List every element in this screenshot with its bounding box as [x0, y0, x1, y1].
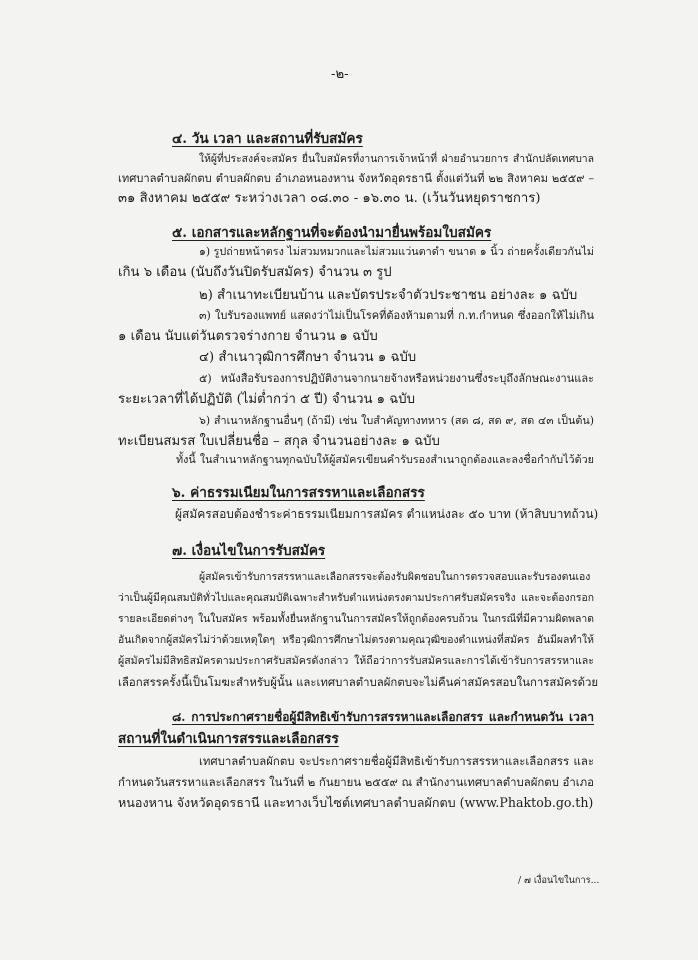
section-5-line-1: ๑) รูปถ่ายหน้าตรง ไม่สวมหมวกและไม่สวมแว่นตาดำ ขนาด ๑ นิ้ว ถ่ายครั้งเดียวกันไม่ — [199, 245, 594, 258]
section-5-line-3: ๒) สำเนาทะเบียนบ้าน และบัตรประจำตัวประชาชน อย่างละ ๑ ฉบับ — [199, 288, 578, 303]
section-7-line-5: ผู้สมัครไม่มีสิทธิสมัครตามประกาศรับสมัครดังกล่าว ให้ถือว่าการรับสมัครและการได้เข้ารับการสรรหาและ — [118, 655, 594, 667]
section-8-title-line-1: ๘. การประกาศรายชื่อผู้มีสิทธิเข้ารับการสรรหาและเลือกสรร และกำหนดวัน เวลา — [172, 710, 594, 724]
page-number: -๒- — [331, 67, 349, 82]
section-8-title-line-2: สถานที่ในดำเนินการสรรและเลือกสรร — [118, 731, 339, 747]
section-8-line-3: หนองหาน จังหวัดอุดรธานี และทางเว็บไซต์เทศบาลตำบลผักตบ (www.Phaktob.go.th) — [118, 795, 594, 810]
section-7-line-2: ว่าเป็นผู้มีคุณสมบัติทั่วไปและคุณสมบัติเฉพาะสำหรับตำแหน่งตรงตามประกาศรับสมัครจริง และจะต้องกรอก — [118, 592, 594, 604]
section-5-line-4: ๓) ใบรับรองแพทย์ แสดงว่าไม่เป็นโรคที่ต้องห้ามตามที่ ก.ท.กำหนด ซึ่งออกให้ไม่เกิน — [199, 309, 594, 322]
section-4-line-2: เทศบาลตำบลผักตบ ตำบลผักตบ อำเภอหนองหาน จังหวัดอุดรธานี ตั้งแต่วันที่ ๒๒ สิงหาคม ๒๕๕๙ – — [118, 172, 594, 185]
section-4-title: ๔. วัน เวลา และสถานที่รับสมัคร — [172, 131, 363, 147]
section-5-line-10: ทะเบียนสมรส ใบเปลี่ยนชื่อ – สกุล จำนวนอย่างละ ๑ ฉบับ — [118, 434, 440, 449]
section-8-line-1: เทศบาลตำบลผักตบ จะประกาศรายชื่อผู้มีสิทธิเข้ารับการสรรหาและเลือกสรร และ — [199, 754, 594, 768]
section-5-line-8: ระยะเวลาที่ได้ปฏิบัติ (ไม่ต่ำกว่า ๕ ปี) จำนวน ๑ ฉบับ — [118, 392, 415, 407]
section-6-title: ๖. ค่าธรรมเนียมในการสรรหาและเลือกสรร — [172, 485, 425, 501]
section-4-line-3: ๓๑ สิงหาคม ๒๕๕๙ ระหว่างเวลา ๐๘.๓๐ - ๑๖.๓๐ น. (เว้นวันหยุดราชการ) — [118, 191, 541, 206]
section-7-line-1: ผู้สมัครเข้ารับการสรรหาและเลือกสรรจะต้องรับผิดชอบในการตรวจสอบและรับรองตนเอง — [199, 571, 591, 583]
section-7-title: ๗. เงื่อนไขในการรับสมัคร — [172, 543, 326, 559]
section-5-line-5: ๑ เดือน นับแต่วันตรวจร่างกาย จำนวน ๑ ฉบับ — [118, 329, 378, 344]
section-6-line-1: ผู้สมัครสอบต้องชำระค่าธรรมเนียมการสมัคร ตำแหน่งละ ๕๐ บาท (ห้าสิบบาทถ้วน) — [175, 507, 599, 521]
section-5-line-2: เกิน ๖ เดือน (นับถึงวันปิดรับสมัคร) จำนวน ๓ รูป — [118, 265, 392, 280]
section-5-line-9: ๖) สำเนาหลักฐานอื่นๆ (ถ้ามี) เช่น ใบสำคัญทางทหาร (สด ๘, สด ๙, สด ๔๓ เป็นต้น) — [199, 414, 594, 427]
section-7-line-6: เลือกสรรครั้งนี้เป็นโมฆะสำหรับผู้นั้น และเทศบาลตำบลผักตบจะไม่คืนค่าสมัครสอบในการสมัครด้วย — [118, 675, 599, 689]
section-5-line-6: ๔) สำเนาวุฒิการศึกษา จำนวน ๑ ฉบับ — [199, 350, 417, 365]
section-5-title: ๕. เอกสารและหลักฐานที่จะต้องนำมายื่นพร้อมใบสมัคร — [172, 225, 492, 241]
footer-continuation: / ๗ เงื่อนไขในการ... — [518, 875, 600, 886]
section-5-line-7: ๕) หนังสือรับรองการปฏิบัติงานจากนายจ้างหรือหน่วยงานซึ่งระบุถึงลักษณะงานและ — [199, 372, 594, 385]
section-4-line-1: ให้ผู้ที่ประสงค์จะสมัคร ยื่นใบสมัครที่งานการเจ้าหน้าที่ ฝ่ายอำนวยการ สำนักปลัดเทศบาล — [199, 153, 594, 165]
section-7-line-3: รายละเอียดต่างๆ ในใบสมัคร พร้อมทั้งยื่นหลักฐานในการสมัครให้ถูกต้องครบถ้วน ในกรณีที่มีความผิดพลาด — [118, 613, 594, 625]
section-5-line-11: ทั้งนี้ ในสำเนาหลักฐานทุกฉบับให้ผู้สมัครเขียนคำรับรองสำเนาถูกต้องและลงชื่อกำกับไว้ด้วย — [176, 453, 594, 466]
section-8-line-2: กำหนดวันสรรหาและเลือกสรร ในวันที่ ๒ กันยายน ๒๕๕๙ ณ สำนักงานเทศบาลตำบลผักตบ อำเภอ — [118, 775, 594, 789]
section-7-line-4: อันเกิดจากผู้สมัครไม่ว่าด้วยเหตุใดๆ หรือวุฒิการศึกษาไม่ตรงตามคุณวุฒิของตำแหน่งที่สมัคร อันมีผลทำให้ — [118, 634, 594, 646]
